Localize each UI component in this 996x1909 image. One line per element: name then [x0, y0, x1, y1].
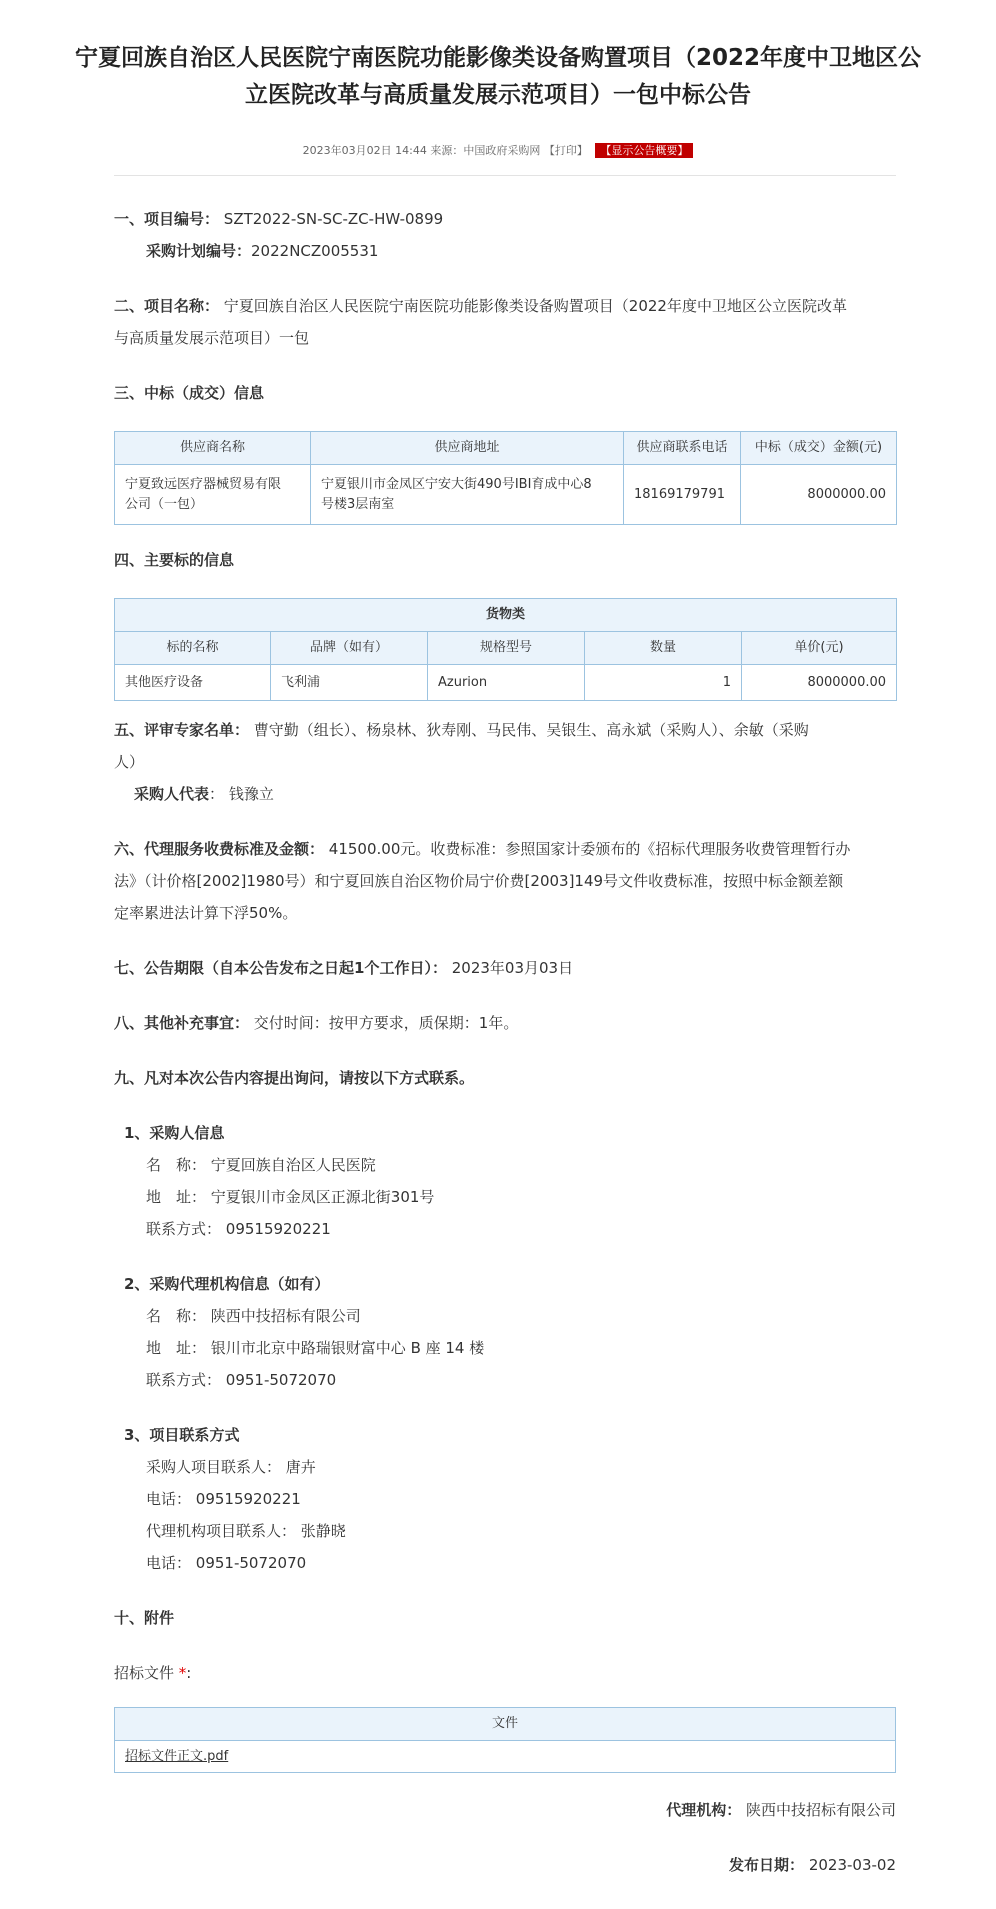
- agency-project-phone-value: 0951-5072070: [195, 1554, 307, 1572]
- print-link[interactable]: 【打印】: [543, 144, 588, 157]
- table-row: [115, 1741, 896, 1773]
- award-table-header: [115, 432, 897, 465]
- publish-datetime: 2023年03月02日 14:44: [302, 144, 427, 157]
- footer-agency-label: 代理机构：: [666, 1801, 742, 1819]
- supplementary-row: [114, 1007, 518, 1039]
- column-header: 文件: [115, 1708, 896, 1741]
- agency-project-contact-value: 张静晓: [300, 1522, 346, 1540]
- tender-doc-label-row: [114, 1657, 191, 1689]
- agency-project-phone-row: [146, 1547, 306, 1579]
- supplementary-value: 交付时间：按甲方要求，质保期：1年。: [253, 1014, 519, 1032]
- notice-period-label: 七、公告期限（自本公告发布之日起1个工作日）：: [114, 959, 447, 977]
- page-title: [0, 40, 996, 114]
- subject-name-cell: 其他医疗设备: [115, 665, 271, 701]
- expert-list-label: 五、评审专家名单：: [114, 721, 250, 739]
- agency-project-phone-label: 电话：: [146, 1554, 192, 1572]
- contact-heading: 九、凡对本次公告内容提出询问，请按以下方式联系。: [114, 1069, 475, 1087]
- agency-project-contact-row: [146, 1515, 346, 1547]
- agency-address-label: 地 址：: [146, 1339, 207, 1357]
- attachment-cell: [115, 1741, 896, 1773]
- supplier-name-cell: [115, 465, 311, 525]
- table-row: [115, 465, 897, 525]
- attachment-table: [114, 1707, 896, 1773]
- source-name: 中国政府采购网: [463, 144, 541, 157]
- agency-name-row: [146, 1300, 361, 1332]
- column-header: 标的名称: [115, 632, 271, 665]
- column-header: 供应商地址: [311, 432, 624, 465]
- buyer-info-title: 1、采购人信息: [124, 1124, 225, 1142]
- agency-fee-label: 六、代理服务收费标准及金额：: [114, 840, 325, 858]
- brand-cell: 飞利浦: [271, 665, 428, 701]
- project-name-value-line1: 宁夏回族自治区人民医院宁南医院功能影像类设备购置项目（2022年度中卫地区公立医院改革: [223, 297, 847, 315]
- buyer-name-label: 名 称：: [146, 1156, 207, 1174]
- buyer-project-contact-value: 唐卉: [285, 1458, 316, 1476]
- column-header: 中标（成交）金额(元): [741, 432, 897, 465]
- table-row: [115, 665, 897, 701]
- column-header: 供应商联系电话: [624, 432, 741, 465]
- project-number-value: SZT2022-SN-SC-ZC-HW-0899: [223, 210, 444, 228]
- supplementary-label: 八、其他补充事宜：: [114, 1014, 250, 1032]
- notice-period-value: 2023年03月03日: [451, 959, 574, 977]
- buyer-address-value: 宁夏银川市金凤区正源北街301号: [210, 1188, 435, 1206]
- plan-number-value: 2022NCZ005531: [251, 242, 379, 260]
- agency-name-label: 名 称：: [146, 1307, 207, 1325]
- tender-doc-label: 招标文件: [114, 1664, 175, 1682]
- buyer-representative-row: [134, 778, 274, 810]
- project-contact-title: 3、项目联系方式: [124, 1426, 240, 1444]
- notice-period-row: [114, 952, 573, 984]
- agency-contact-label: 联系方式：: [146, 1371, 222, 1389]
- footer-date-value: 2023-03-02: [808, 1856, 896, 1874]
- supplier-address-line2: 号楼3层南室: [321, 496, 395, 512]
- footer-agency-value: 陕西中技招标有限公司: [745, 1801, 896, 1819]
- buyer-representative-label: 采购人代表: [134, 785, 210, 803]
- plan-number-label: 采购计划编号：: [146, 242, 252, 260]
- column-header: 数量: [585, 632, 742, 665]
- buyer-project-contact-label: 采购人项目联系人：: [146, 1458, 282, 1476]
- column-header: 供应商名称: [115, 432, 311, 465]
- subject-table-group-row: [115, 599, 897, 632]
- agency-info-title: 2、采购代理机构信息（如有）: [124, 1275, 330, 1293]
- model-cell: Azurion: [428, 665, 585, 701]
- supplier-name-line2: 公司（一包）: [125, 496, 204, 512]
- buyer-contact-label: 联系方式：: [146, 1220, 222, 1238]
- project-name-row: [114, 290, 847, 322]
- award-amount-cell: 8000000.00: [741, 465, 897, 525]
- agency-address-value: 银川市北京中路瑞银财富中心 B 座 14 楼: [210, 1339, 485, 1357]
- plan-number-row: [146, 235, 378, 267]
- title-divider: [114, 175, 896, 176]
- project-name-label: 二、项目名称：: [114, 297, 220, 315]
- buyer-name-value: 宁夏回族自治区人民医院: [210, 1156, 376, 1174]
- column-header: 单价(元): [742, 632, 897, 665]
- meta-bar: [0, 142, 996, 158]
- agency-contact-row: [146, 1364, 336, 1396]
- expert-list-line2: 人）: [114, 753, 145, 771]
- subject-table: [114, 598, 897, 701]
- column-header: 品牌（如有）: [271, 632, 428, 665]
- agency-project-contact-label: 代理机构项目联系人：: [146, 1522, 297, 1540]
- supplier-address-cell: [311, 465, 624, 525]
- agency-contact-value: 0951-5072070: [225, 1371, 337, 1389]
- show-summary-button[interactable]: 【显示公告概要】: [595, 143, 693, 158]
- required-mark: *: [178, 1664, 187, 1682]
- source-label: 来源：: [430, 144, 464, 157]
- expert-list-line1: 曹守勤（组长）、杨泉林、狄寿刚、马民伟、吴银生、高永斌（采购人）、余敏（采购: [253, 721, 809, 739]
- page-title-line2: 立医院改革与高质量发展示范项目）一包中标公告: [245, 82, 751, 108]
- quantity-cell: 1: [585, 665, 742, 701]
- subject-table-header: [115, 632, 897, 665]
- goods-category-header: 货物类: [115, 599, 897, 632]
- buyer-address-label: 地 址：: [146, 1188, 207, 1206]
- agency-address-row: [146, 1332, 484, 1364]
- buyer-project-phone-value: 09515920221: [195, 1490, 301, 1508]
- award-table: [114, 431, 897, 525]
- unit-price-cell: 8000000.00: [742, 665, 897, 701]
- agency-fee-line3: 定率累进法计算下浮50%。: [114, 904, 298, 922]
- tender-doc-file-link[interactable]: 招标文件正文.pdf: [125, 1748, 229, 1764]
- buyer-project-phone-row: [146, 1483, 301, 1515]
- agency-fee-row: [114, 833, 850, 865]
- project-name-value-line2: 与高质量发展示范项目）一包: [114, 329, 310, 347]
- buyer-address-row: [146, 1181, 434, 1213]
- agency-fee-line1: 41500.00元。收费标准：参照国家计委颁布的《招标代理服务收费管理暂行办: [328, 840, 851, 858]
- buyer-name-row: [146, 1149, 376, 1181]
- buyer-contact-row: [146, 1213, 331, 1245]
- tender-doc-colon: :: [186, 1664, 192, 1682]
- buyer-contact-value: 09515920221: [225, 1220, 331, 1238]
- expert-list-row: [114, 714, 809, 746]
- attachment-table-header: [115, 1708, 896, 1741]
- page-title-line1: 宁夏回族自治区人民医院宁南医院功能影像类设备购置项目（2022年度中卫地区公: [74, 45, 921, 71]
- agency-fee-line2: 法》（计价格[2002]1980号）和宁夏回族自治区物价局宁价费[2003]149号文件收费标准，按照中标金额差额: [114, 872, 844, 890]
- buyer-project-phone-label: 电话：: [146, 1490, 192, 1508]
- attachments-heading: 十、附件: [114, 1609, 175, 1627]
- subject-info-heading: 四、主要标的信息: [114, 551, 235, 569]
- agency-name-value: 陕西中技招标有限公司: [210, 1307, 361, 1325]
- award-info-heading: 三、中标（成交）信息: [114, 384, 265, 402]
- buyer-project-contact-row: [146, 1451, 316, 1483]
- project-number-row: [114, 203, 443, 235]
- buyer-representative-colon: ：: [209, 785, 225, 803]
- column-header: 规格型号: [428, 632, 585, 665]
- supplier-name-line1: 宁夏致远医疗器械贸易有限: [125, 476, 282, 492]
- footer-date-row: [114, 1849, 896, 1881]
- project-number-label: 一、项目编号：: [114, 210, 220, 228]
- footer-date-label: 发布日期：: [729, 1856, 805, 1874]
- supplier-phone-cell: 18169179791: [624, 465, 741, 525]
- buyer-representative-value: 钱豫立: [228, 785, 274, 803]
- footer-agency-row: [114, 1794, 896, 1826]
- supplier-address-line1: 宁夏银川市金凤区宁安大街490号IBI育成中心8: [321, 476, 592, 492]
